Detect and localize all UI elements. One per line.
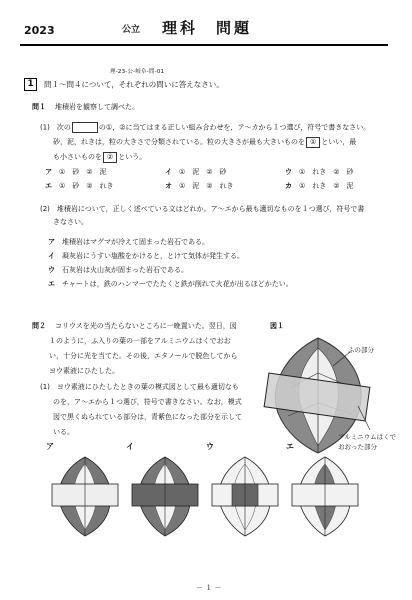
option-item: エ チャートは，鉄のハンマーでたたくと鉄が削れて火花が出るほどかたい。 [48, 280, 293, 288]
choice-b: ② れき [86, 182, 114, 190]
blank-box-1: ① [306, 137, 320, 148]
blank-box-2: ② [103, 152, 117, 163]
option-item: ウ 石灰岩は火山灰が固まった岩石である。 [48, 266, 188, 274]
choice-a: ① 砂 [59, 168, 80, 176]
exam-year: 2023 [24, 24, 55, 37]
q1-part1-sentence-end: も小さいものを [53, 153, 102, 161]
choice-key: カ [285, 182, 292, 190]
choice-key: イ [165, 168, 172, 176]
choice-row [45, 182, 390, 194]
leaf-option-a [52, 457, 118, 536]
option-item: イ 凝灰岩にうすい塩酸をかけると，とけて気体が発生する。 [48, 252, 244, 260]
choice-b: ② 砂 [206, 168, 227, 176]
q1-part1-instruction: の①，②に当てはまる正しい組み合わせを，ア～カから１つ選び，符号で書きなさい。 [98, 123, 371, 132]
exam-type: 公立 [122, 25, 141, 35]
leaf-option-i-label: イ [126, 442, 134, 451]
choice-a: ① れき [299, 168, 327, 176]
leaf-option-u [212, 457, 278, 536]
leaf-options-diagram [40, 452, 370, 542]
question-code: 理-23-公-岐阜-問-01 [110, 69, 165, 75]
q1-label: 問１ [32, 103, 46, 111]
q1-part2-line1: (2) 堆積岩について，正しく述べている文はどれか。ア～エから最も適切なものを１つ選び，符号で書 [40, 205, 365, 213]
question-intro: 問１～問４について，それぞれの問いに答えなさい。 [44, 80, 224, 89]
choice-key: ウ [285, 168, 292, 176]
q1-part1-sentence-cont: といい，最 [321, 138, 357, 146]
choice-b: ② 泥 [86, 168, 107, 176]
page-title: 理科 問題 [162, 19, 253, 37]
answer-blank-box [72, 122, 98, 133]
q1-part1-sentence-tail: という。 [118, 153, 147, 161]
choice-b: ② 砂 [333, 168, 354, 176]
q1-part1-lead: (1) 次の [40, 123, 71, 132]
q1-part1-sentence: 砂，泥，れきは，粒の大きさで分類されている。粒の大きさが最も大きいものを [53, 138, 305, 146]
figure-1-label: 図１ [270, 322, 284, 330]
choice-key: エ [45, 182, 52, 190]
choice-a: ① 泥 [179, 168, 200, 176]
choice-key: ア [45, 168, 52, 176]
choice-b: ② 泥 [333, 182, 354, 190]
choice-row [45, 168, 390, 180]
choice-a: ① 泥 [179, 182, 200, 190]
leaf-option-i [132, 457, 198, 536]
q1-stem: 堆積岩を観察して調べた。 [55, 103, 139, 111]
choice-a: ① れき [299, 182, 327, 190]
question-number-box: 1 [24, 78, 37, 91]
leaf-option-a-label: ア [46, 442, 54, 451]
choice-b: ② れき [206, 182, 234, 190]
callout-fu: ふの部分 [348, 346, 374, 354]
page-number: － １ － [196, 584, 222, 592]
q1-part2-line2: きなさい。 [53, 218, 88, 226]
leaf-option-u-label: ウ [206, 442, 214, 451]
q2-label: 問２ [32, 322, 46, 330]
callout-aluminum-2: おおった部分 [338, 443, 377, 451]
header-rule [20, 44, 388, 46]
leaf-option-e-label: エ [286, 442, 294, 451]
choice-a: ① 砂 [59, 182, 80, 190]
callout-aluminum-1: アルミニウムはくで [338, 433, 397, 441]
leaf-option-e [292, 457, 358, 536]
choice-key: オ [165, 182, 172, 190]
option-item: ア 堆積岩はマグマが冷えて固まった岩石である。 [48, 238, 209, 246]
